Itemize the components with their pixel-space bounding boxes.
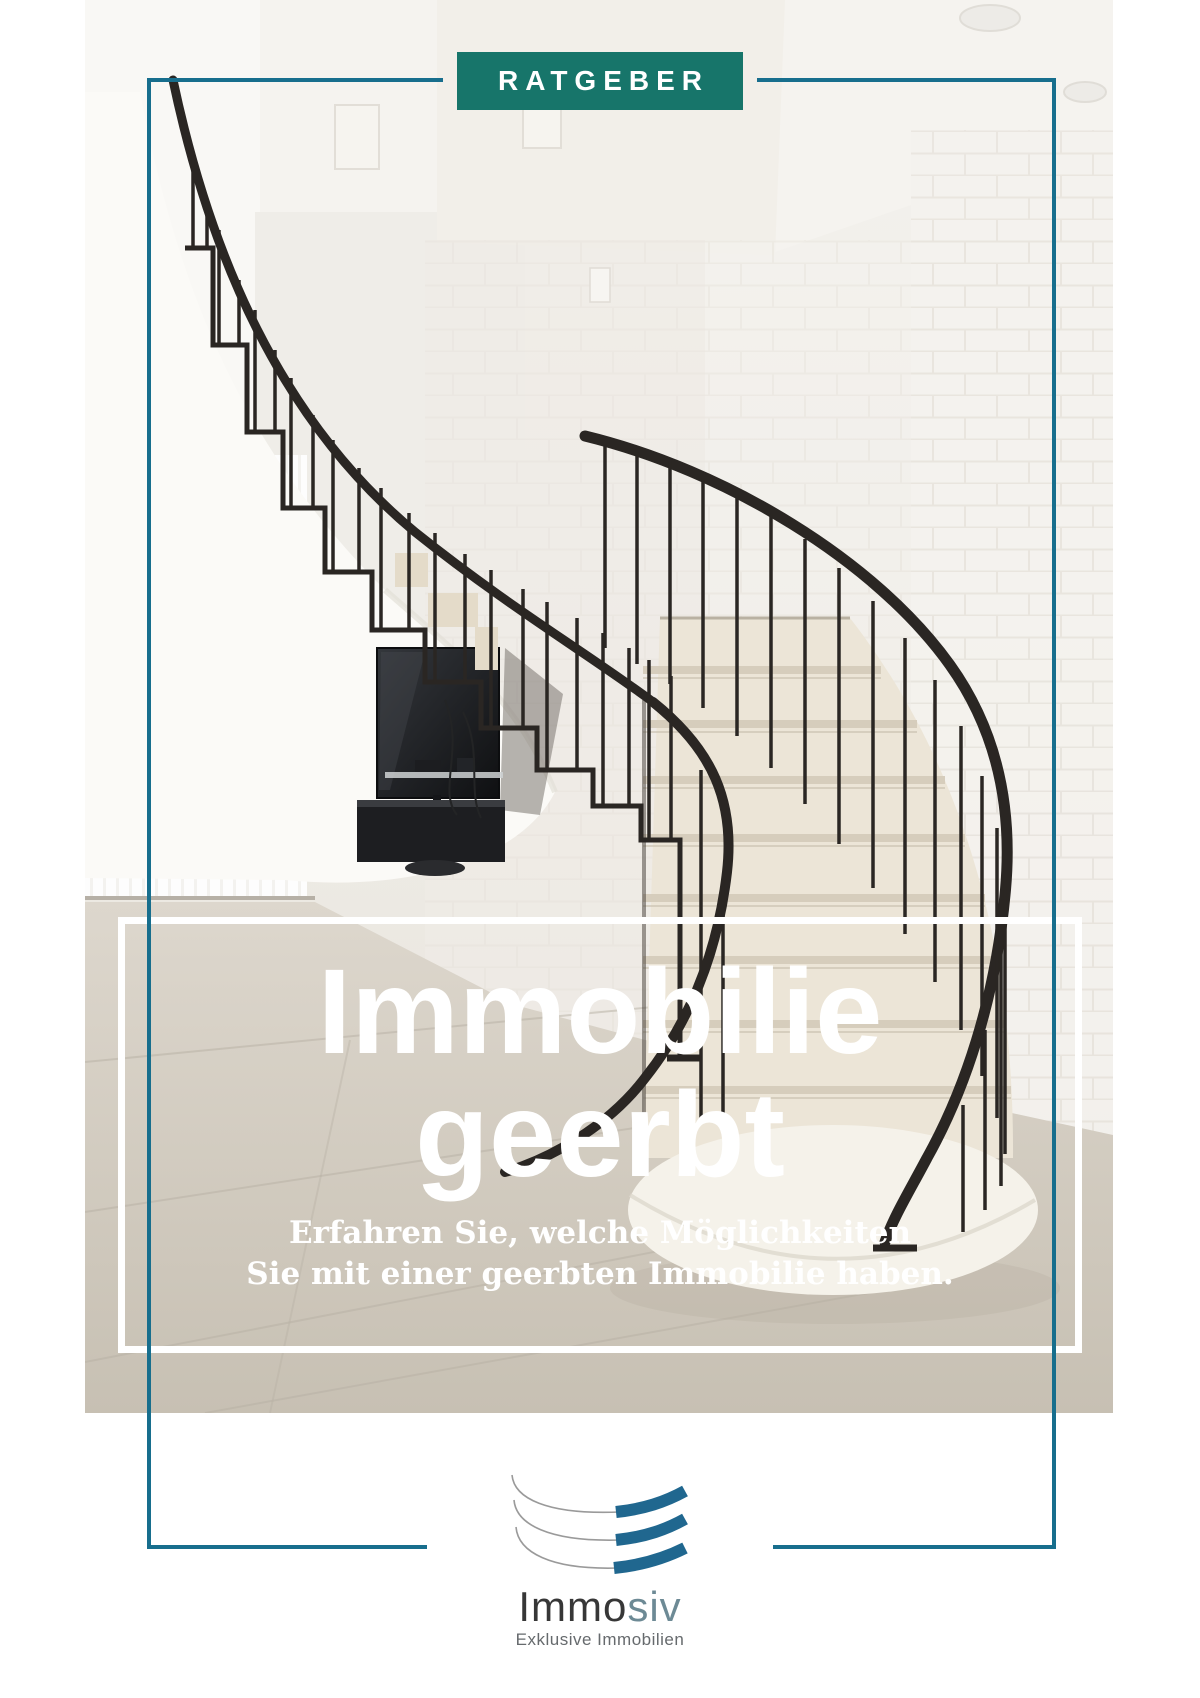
hero-title-line2: geerbt <box>415 1066 785 1203</box>
three-swoosh-arcs-icon <box>504 1462 696 1584</box>
hero-title <box>118 943 1082 1203</box>
logo-wordmark <box>0 1583 1200 1630</box>
frame-line-right <box>1052 78 1056 1549</box>
logo-tagline: Exklusive Immobilien <box>515 1630 685 1649</box>
immosiv-logo <box>0 1462 1200 1648</box>
ceiling-light <box>1064 82 1106 102</box>
frame-line-top-left <box>147 78 443 82</box>
hero-subtitle-line1: Erfahren Sie, welche Möglichkeiten <box>288 1215 912 1251</box>
frame-line-left <box>147 78 151 1549</box>
hero-subtitle-line2: Sie mit einer geerbten Immobilie haben. <box>246 1256 954 1292</box>
hero-subtitle <box>118 1213 1082 1295</box>
logo-name-primary: Immo <box>518 1583 628 1630</box>
wall-switch <box>590 268 610 302</box>
ceiling-light <box>960 5 1020 31</box>
upper-wall-panel <box>437 0 785 255</box>
wall-speaker <box>335 105 379 169</box>
badge-label: RATGEBER <box>497 65 710 96</box>
hero-title-line1: Immobilie <box>317 943 883 1079</box>
frame-line-top-right <box>757 78 1056 82</box>
ratgeber-badge <box>457 52 743 110</box>
logo-name-secondary: siv <box>627 1583 682 1630</box>
